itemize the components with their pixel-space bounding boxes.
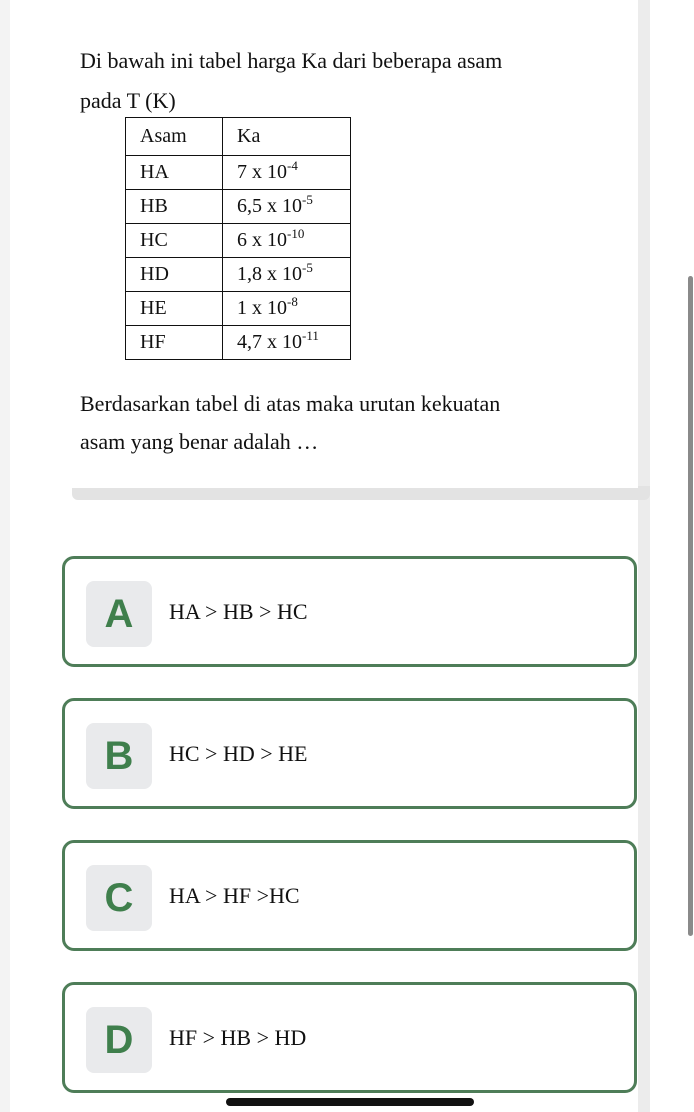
option-d[interactable] [62, 982, 637, 1093]
home-indicator[interactable] [226, 1098, 474, 1106]
ka-mantissa: 6,5 x 10 [237, 195, 302, 217]
ka-cell [223, 190, 351, 224]
option-a[interactable] [62, 556, 637, 667]
table-row [126, 224, 351, 258]
table-row [126, 190, 351, 224]
ka-mantissa: 1,8 x 10 [237, 263, 302, 285]
ka-cell [223, 156, 351, 190]
left-margin [0, 0, 10, 1112]
ka-cell [223, 224, 351, 258]
table-row [126, 292, 351, 326]
question-line-3: Berdasarkan tabel di atas maka urutan kekuatan [80, 391, 501, 416]
card-shadow [72, 486, 650, 500]
ka-exponent: -10 [287, 226, 305, 241]
ka-cell [223, 326, 351, 360]
ka-exponent: -5 [302, 192, 313, 207]
ka-mantissa: 1 x 10 [237, 297, 287, 319]
ka-cell [223, 292, 351, 326]
acid-cell: HC [126, 224, 223, 258]
ka-exponent: -4 [287, 158, 298, 173]
option-c[interactable] [62, 840, 637, 951]
question-line-2: pada T (K) [80, 88, 176, 113]
ka-exponent: -11 [302, 328, 319, 343]
question-line-1: Di bawah ini tabel harga Ka dari beberapa asam [80, 48, 503, 73]
acid-cell: HB [126, 190, 223, 224]
ka-table [125, 117, 351, 360]
option-letter-a: A [86, 581, 152, 647]
question-line-4: asam yang benar adalah … [80, 429, 319, 454]
option-text-b: HC > HD > HE [169, 740, 308, 766]
acid-cell: HD [126, 258, 223, 292]
option-letter-c: C [86, 865, 152, 931]
table-header-ka: Ka [223, 118, 351, 156]
table-row [126, 258, 351, 292]
table-header-acid: Asam [126, 118, 223, 156]
ka-mantissa: 6 x 10 [237, 229, 287, 251]
option-text-a: HA > HB > HC [169, 598, 308, 624]
option-text-c: HA > HF >HC [169, 882, 300, 908]
ka-cell [223, 258, 351, 292]
option-b[interactable] [62, 698, 637, 809]
acid-cell: HF [126, 326, 223, 360]
table-row [126, 326, 351, 360]
option-text-d: HF > HB > HD [169, 1024, 307, 1050]
ka-mantissa: 4,7 x 10 [237, 331, 302, 353]
ka-exponent: -5 [302, 260, 313, 275]
acid-cell: HA [126, 156, 223, 190]
table-header-row [126, 118, 351, 156]
table-row [126, 156, 351, 190]
acid-cell: HE [126, 292, 223, 326]
ka-exponent: -8 [287, 294, 298, 309]
ka-mantissa: 7 x 10 [237, 161, 287, 183]
right-margin [638, 0, 650, 1112]
scrollbar-thumb[interactable] [688, 276, 693, 936]
option-letter-d: D [86, 1007, 152, 1073]
option-letter-b: B [86, 723, 152, 789]
